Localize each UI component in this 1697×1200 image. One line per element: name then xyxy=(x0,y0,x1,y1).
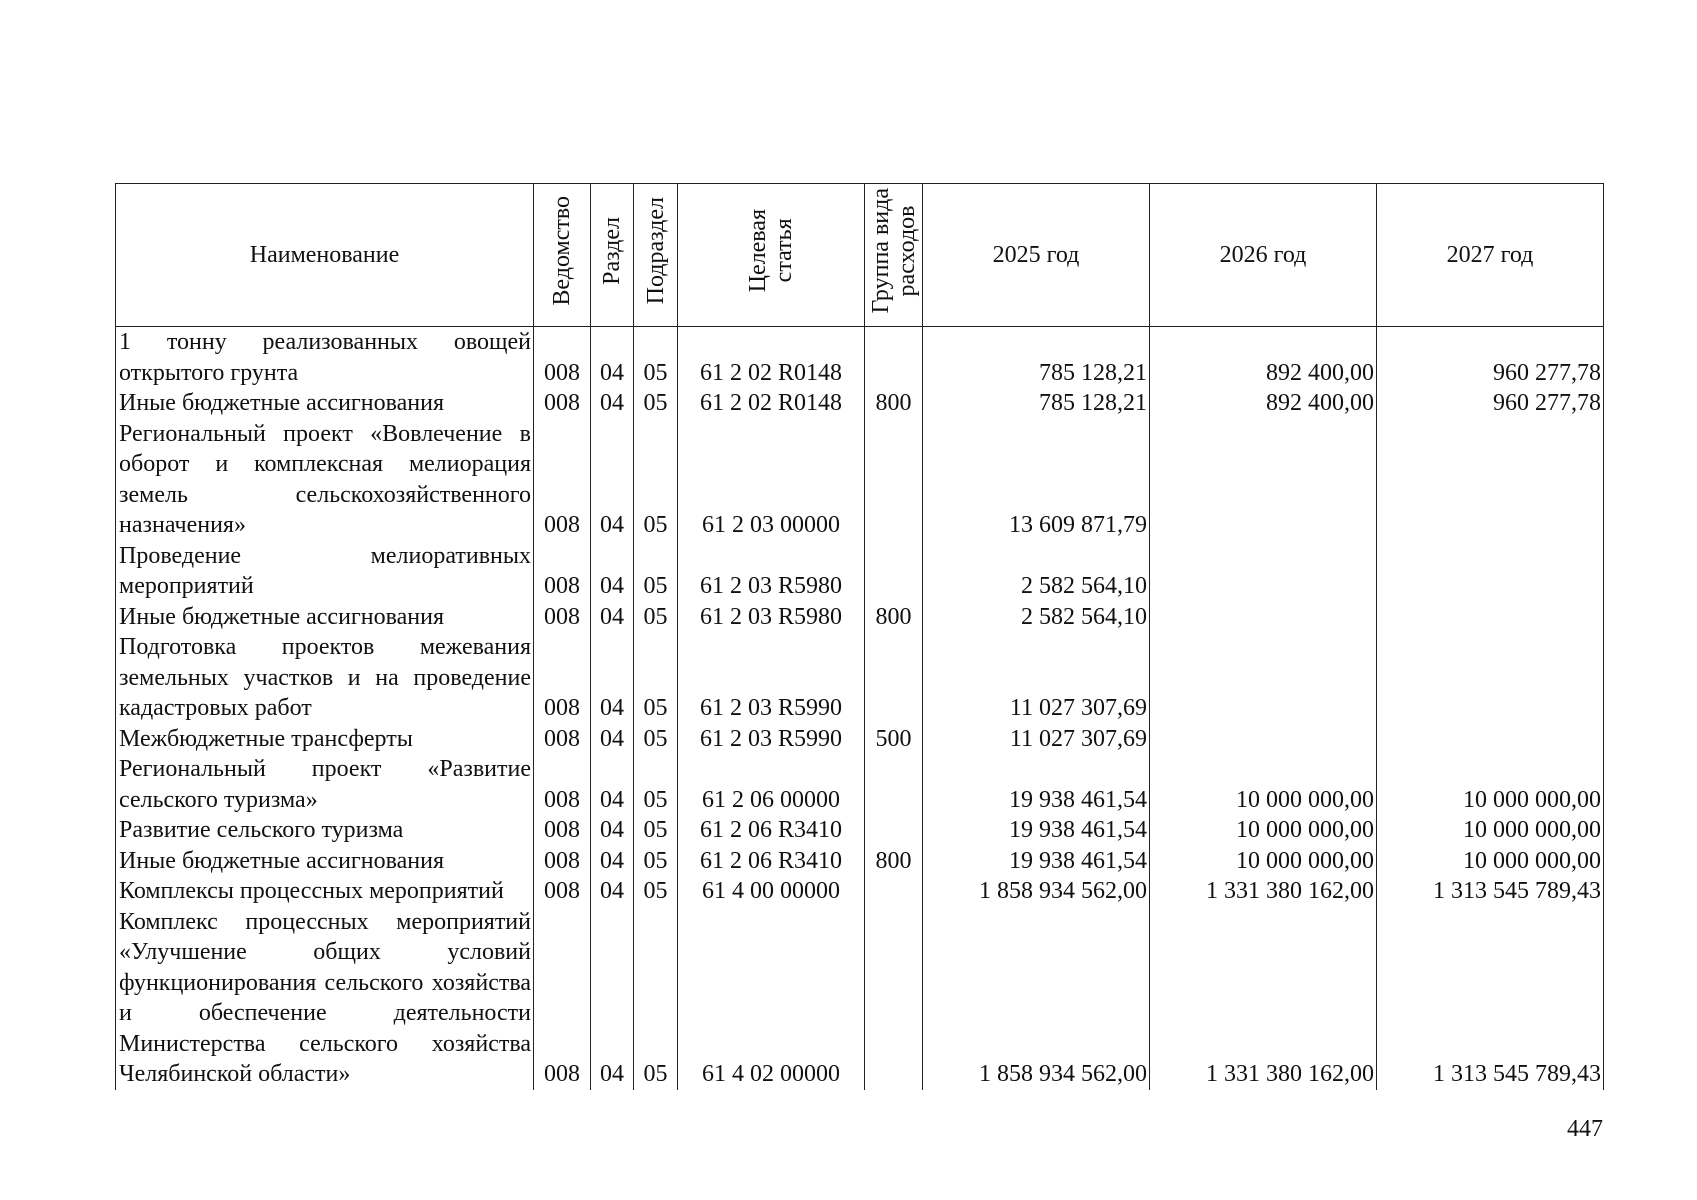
cell-podrazdel: 05 xyxy=(634,754,678,815)
cell-razdel: 04 xyxy=(591,724,634,755)
header-gruppa-vida: Группа вида расходов xyxy=(865,184,923,327)
cell-razdel: 04 xyxy=(591,327,634,389)
cell-2026: 892 400,00 xyxy=(1150,388,1377,419)
cell-2026 xyxy=(1150,541,1377,602)
cell-2026: 10 000 000,00 xyxy=(1150,846,1377,877)
cell-name: Региональный проект «Развитие сельского туризма» xyxy=(116,754,534,815)
table-row xyxy=(116,754,1604,815)
cell-razdel: 04 xyxy=(591,602,634,633)
cell-gruppa-vida: 800 xyxy=(865,388,923,419)
cell-podrazdel: 05 xyxy=(634,876,678,907)
cell-podrazdel: 05 xyxy=(634,602,678,633)
cell-gruppa-vida: 800 xyxy=(865,846,923,877)
cell-gruppa-vida xyxy=(865,876,923,907)
cell-2026: 892 400,00 xyxy=(1150,327,1377,389)
cell-name: 1 тонну реализованных овощей открытого грунта xyxy=(116,327,534,389)
cell-razdel: 04 xyxy=(591,388,634,419)
cell-2025: 11 027 307,69 xyxy=(923,632,1150,724)
header-2027: 2027 год xyxy=(1377,184,1604,327)
cell-podrazdel: 05 xyxy=(634,815,678,846)
header-name: Наименование xyxy=(116,184,534,327)
cell-celevaya-statya: 61 2 03 R5980 xyxy=(678,602,865,633)
cell-2027 xyxy=(1377,541,1604,602)
cell-celevaya-statya: 61 2 03 00000 xyxy=(678,419,865,541)
table-row xyxy=(116,724,1604,755)
cell-2027: 1 313 545 789,43 xyxy=(1377,907,1604,1090)
cell-2027: 960 277,78 xyxy=(1377,327,1604,389)
cell-2027 xyxy=(1377,724,1604,755)
cell-razdel: 04 xyxy=(591,419,634,541)
cell-2025: 11 027 307,69 xyxy=(923,724,1150,755)
cell-podrazdel: 05 xyxy=(634,907,678,1090)
cell-name: Региональный проект «Вовлечение в оборот и комплексная мелиорация земель сельскохозяйственного назначения» xyxy=(116,419,534,541)
table-row xyxy=(116,388,1604,419)
cell-celevaya-statya: 61 2 02 R0148 xyxy=(678,388,865,419)
cell-gruppa-vida xyxy=(865,907,923,1090)
table-row xyxy=(116,541,1604,602)
cell-name: Иные бюджетные ассигнования xyxy=(116,602,534,633)
cell-razdel: 04 xyxy=(591,815,634,846)
cell-2025: 19 938 461,54 xyxy=(923,846,1150,877)
cell-2026 xyxy=(1150,602,1377,633)
cell-celevaya-statya: 61 2 03 R5990 xyxy=(678,724,865,755)
cell-name: Развитие сельского туризма xyxy=(116,815,534,846)
cell-celevaya-statya: 61 4 00 00000 xyxy=(678,876,865,907)
cell-vedomstvo: 008 xyxy=(534,846,591,877)
cell-2025: 19 938 461,54 xyxy=(923,754,1150,815)
cell-razdel: 04 xyxy=(591,541,634,602)
cell-podrazdel: 05 xyxy=(634,419,678,541)
cell-name: Иные бюджетные ассигнования xyxy=(116,846,534,877)
cell-celevaya-statya: 61 2 03 R5980 xyxy=(678,541,865,602)
cell-podrazdel: 05 xyxy=(634,388,678,419)
cell-celevaya-statya: 61 2 03 R5990 xyxy=(678,632,865,724)
header-2026: 2026 год xyxy=(1150,184,1377,327)
table-header-row xyxy=(116,184,1604,327)
table-row xyxy=(116,602,1604,633)
table-row xyxy=(116,327,1604,389)
table-row xyxy=(116,846,1604,877)
cell-2027: 10 000 000,00 xyxy=(1377,846,1604,877)
cell-2026 xyxy=(1150,419,1377,541)
cell-gruppa-vida xyxy=(865,541,923,602)
cell-celevaya-statya: 61 2 06 R3410 xyxy=(678,815,865,846)
cell-2025: 1 858 934 562,00 xyxy=(923,907,1150,1090)
cell-gruppa-vida xyxy=(865,754,923,815)
cell-razdel: 04 xyxy=(591,876,634,907)
cell-vedomstvo: 008 xyxy=(534,876,591,907)
cell-2025: 2 582 564,10 xyxy=(923,541,1150,602)
cell-2025: 785 128,21 xyxy=(923,327,1150,389)
cell-vedomstvo: 008 xyxy=(534,754,591,815)
cell-name: Подготовка проектов межевания земельных участков и на проведение кадастровых работ xyxy=(116,632,534,724)
table-row xyxy=(116,907,1604,1090)
cell-2026: 10 000 000,00 xyxy=(1150,754,1377,815)
cell-2025: 13 609 871,79 xyxy=(923,419,1150,541)
cell-vedomstvo: 008 xyxy=(534,541,591,602)
header-podrazdel: Подраздел xyxy=(634,184,678,327)
cell-2027 xyxy=(1377,602,1604,633)
cell-name: Проведение мелиоративных мероприятий xyxy=(116,541,534,602)
cell-vedomstvo: 008 xyxy=(534,327,591,389)
cell-2026: 1 331 380 162,00 xyxy=(1150,907,1377,1090)
cell-podrazdel: 05 xyxy=(634,632,678,724)
cell-podrazdel: 05 xyxy=(634,724,678,755)
cell-name: Комплексы процессных мероприятий xyxy=(116,876,534,907)
table-row xyxy=(116,815,1604,846)
cell-name: Иные бюджетные ассигнования xyxy=(116,388,534,419)
cell-razdel: 04 xyxy=(591,754,634,815)
budget-table xyxy=(115,183,1604,1090)
cell-2027 xyxy=(1377,419,1604,541)
header-celevaya-statya: Целевая статья xyxy=(678,184,865,327)
cell-podrazdel: 05 xyxy=(634,846,678,877)
cell-2027: 1 313 545 789,43 xyxy=(1377,876,1604,907)
cell-vedomstvo: 008 xyxy=(534,907,591,1090)
cell-gruppa-vida xyxy=(865,815,923,846)
cell-2026 xyxy=(1150,724,1377,755)
cell-2025: 19 938 461,54 xyxy=(923,815,1150,846)
cell-vedomstvo: 008 xyxy=(534,419,591,541)
cell-vedomstvo: 008 xyxy=(534,815,591,846)
cell-2025: 785 128,21 xyxy=(923,388,1150,419)
header-razdel: Раздел xyxy=(591,184,634,327)
table-row xyxy=(116,632,1604,724)
cell-2026 xyxy=(1150,632,1377,724)
cell-razdel: 04 xyxy=(591,846,634,877)
cell-2025: 1 858 934 562,00 xyxy=(923,876,1150,907)
cell-2027 xyxy=(1377,632,1604,724)
cell-celevaya-statya: 61 4 02 00000 xyxy=(678,907,865,1090)
cell-celevaya-statya: 61 2 02 R0148 xyxy=(678,327,865,389)
table-row xyxy=(116,419,1604,541)
cell-vedomstvo: 008 xyxy=(534,724,591,755)
table-body xyxy=(116,327,1604,1090)
cell-2027: 960 277,78 xyxy=(1377,388,1604,419)
cell-razdel: 04 xyxy=(591,907,634,1090)
cell-celevaya-statya: 61 2 06 R3410 xyxy=(678,846,865,877)
cell-razdel: 04 xyxy=(591,632,634,724)
cell-name: Межбюджетные трансферты xyxy=(116,724,534,755)
cell-2026: 1 331 380 162,00 xyxy=(1150,876,1377,907)
cell-gruppa-vida: 500 xyxy=(865,724,923,755)
header-2025: 2025 год xyxy=(923,184,1150,327)
cell-vedomstvo: 008 xyxy=(534,602,591,633)
cell-podrazdel: 05 xyxy=(634,327,678,389)
table-row xyxy=(116,876,1604,907)
cell-2027: 10 000 000,00 xyxy=(1377,754,1604,815)
cell-name: Комплекс процессных мероприятий «Улучшение общих условий функционирования сельского хозяйства и обеспечение деятельности Министерства сельского хозяйства Челябинской области» xyxy=(116,907,534,1090)
cell-2027: 10 000 000,00 xyxy=(1377,815,1604,846)
cell-gruppa-vida: 800 xyxy=(865,602,923,633)
cell-2026: 10 000 000,00 xyxy=(1150,815,1377,846)
cell-gruppa-vida xyxy=(865,419,923,541)
cell-gruppa-vida xyxy=(865,632,923,724)
cell-2025: 2 582 564,10 xyxy=(923,602,1150,633)
cell-celevaya-statya: 61 2 06 00000 xyxy=(678,754,865,815)
header-vedomstvo: Ведомство xyxy=(534,184,591,327)
cell-vedomstvo: 008 xyxy=(534,632,591,724)
cell-vedomstvo: 008 xyxy=(534,388,591,419)
cell-podrazdel: 05 xyxy=(634,541,678,602)
cell-gruppa-vida xyxy=(865,327,923,389)
page-number: 447 xyxy=(1567,1116,1603,1142)
